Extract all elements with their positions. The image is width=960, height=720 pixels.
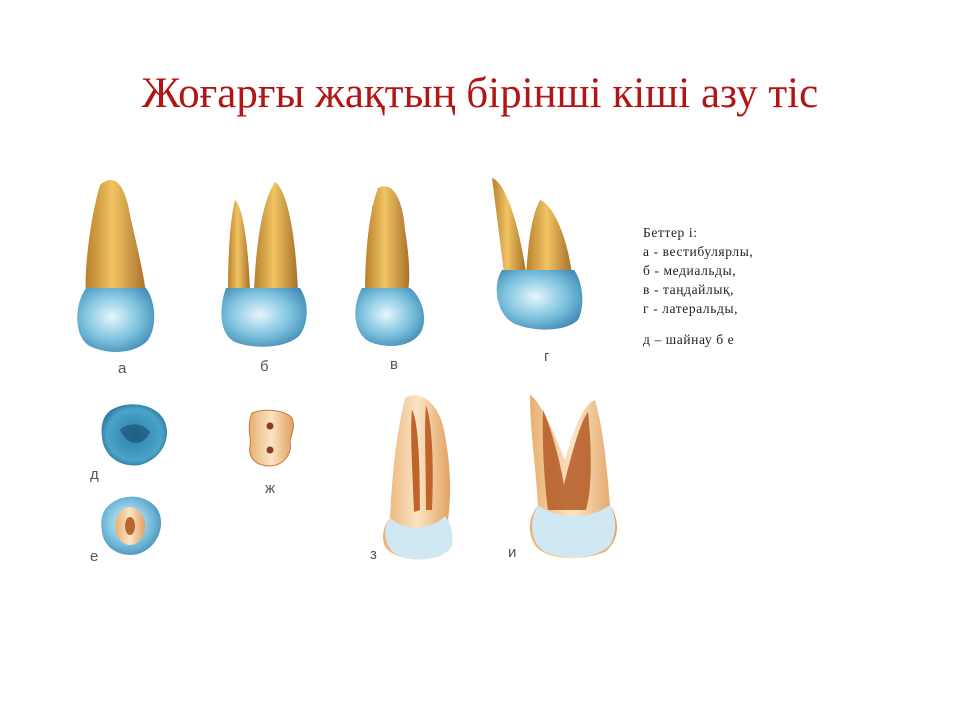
legend-item: б - медиальды, (643, 263, 737, 278)
legend (643, 223, 753, 349)
label-g: г (544, 348, 550, 365)
label-z: з (370, 546, 377, 563)
tooth-d (102, 404, 167, 465)
legend-heading: Беттер і: (643, 225, 698, 240)
label-d: д (90, 466, 99, 483)
tooth-a (77, 180, 154, 352)
tooth-z (383, 395, 452, 559)
tooth-g (492, 178, 582, 330)
slide-title: Жоғарғы жақтың бірінші кіші азу тіс (141, 70, 819, 117)
tooth-v (355, 186, 424, 346)
label-i: и (508, 544, 517, 561)
legend-extra: д – шайнау б е (643, 332, 735, 347)
label-zh: ж (265, 480, 276, 497)
tooth-b (221, 182, 306, 347)
label-e: е (90, 548, 99, 565)
tooth-e (101, 497, 161, 555)
tooth-illustration (60, 160, 640, 580)
tooth-i (530, 395, 617, 558)
legend-item: г - латеральды, (643, 301, 739, 316)
tooth-drawings (60, 160, 640, 580)
label-v: в (390, 356, 398, 373)
label-b: б (260, 358, 269, 375)
legend-item: а - вестибулярлы, (643, 244, 754, 259)
label-a: а (118, 360, 127, 377)
tooth-zh (249, 410, 293, 466)
legend-item: в - таңдайлық, (643, 282, 735, 297)
